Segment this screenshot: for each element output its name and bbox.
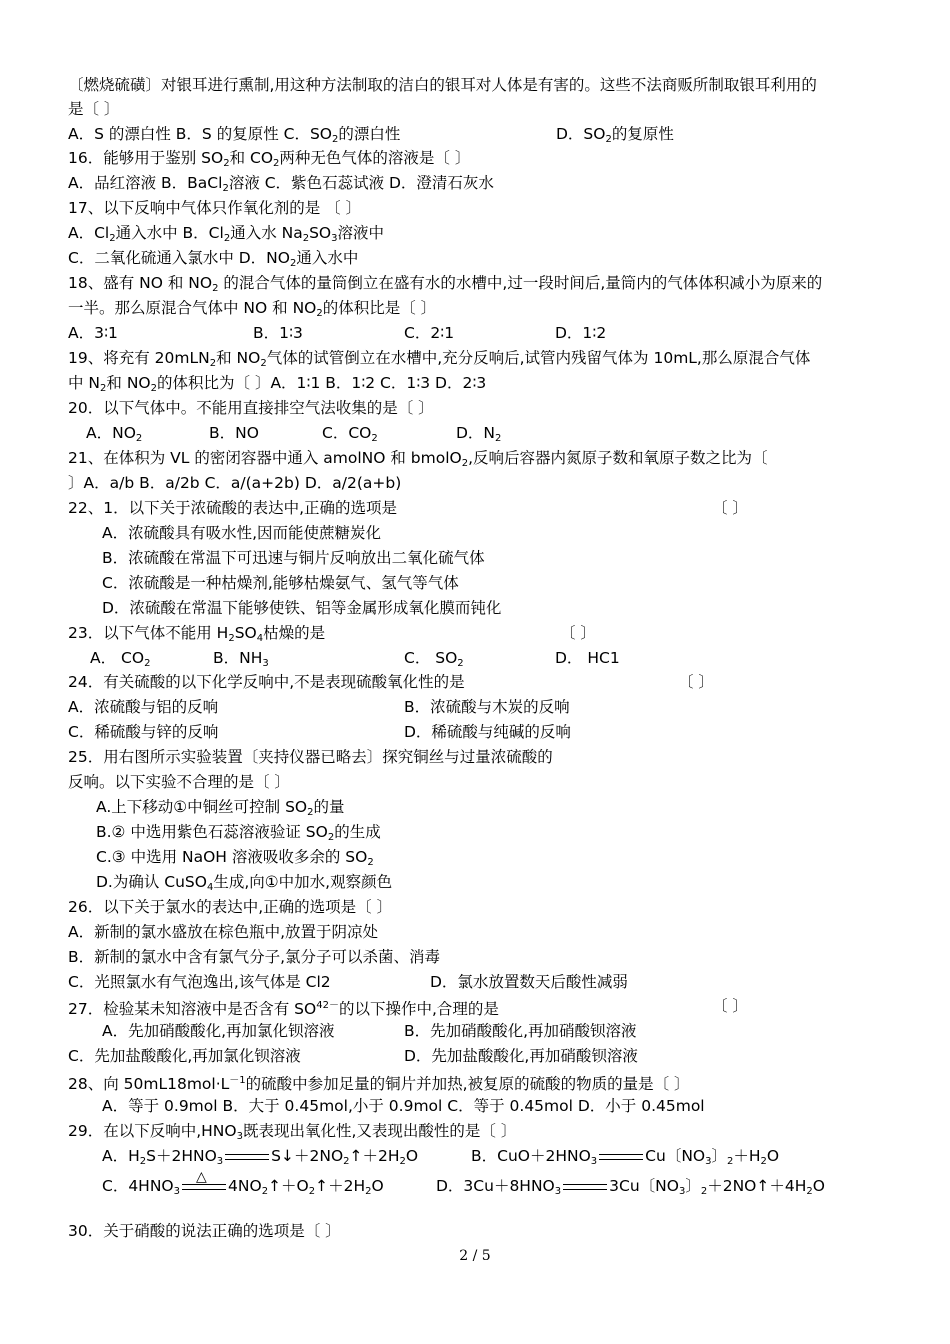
q23-option-d: D． HC1 bbox=[555, 649, 620, 667]
q23-option-a: A． $CO_2$ bbox=[90, 649, 151, 669]
q23-option-b: B．$NH_3$ bbox=[213, 649, 269, 669]
question-21: 21、在体积为 VL 的密闭容器中通入 amolNO 和 bmolO$_2$,反响后容器内氮原子数和氧原子数之比为〔 bbox=[68, 449, 768, 469]
heat-symbol: △ bbox=[196, 1168, 207, 1185]
question-25: 25．用右图所示实验装置〔夹持仪器已略去〕探究铜丝与过量浓硫酸的 bbox=[68, 748, 553, 766]
q22-option-c: C．浓硫酸是一种枯燥剂,能够枯燥氨气、氢气等气体 bbox=[102, 574, 459, 592]
q17-options-cd: C．二氧化硫通入氯水中 D．$NO_2$通入水中 bbox=[68, 249, 359, 269]
q26-option-d: D．氯水放置数天后酸性减弱 bbox=[430, 973, 628, 991]
q22-option-d: D．浓硫酸在常温下能够使铁、铝等金属形成氧化膜而钝化 bbox=[102, 599, 502, 617]
question-23: 23．以下气体不能用 $H_2SO_4$枯燥的是 bbox=[68, 624, 326, 644]
q22-answer-bracket: 〔 〕 bbox=[712, 499, 748, 517]
q25-option-c: C.③ 中选用 NaOH 溶液吸收多余的 $SO_2$ bbox=[96, 848, 374, 868]
q15-option-d: D．$SO_2$的复原性 bbox=[556, 125, 674, 145]
q20-option-d: D．$N_2$ bbox=[456, 424, 502, 444]
q22-option-a: A．浓硫酸具有吸水性,因而能使蔗糖炭化 bbox=[102, 524, 382, 542]
question-30: 30．关于硝酸的说法正确的选项是〔 〕 bbox=[68, 1222, 341, 1240]
q27-answer-bracket: 〔 〕 bbox=[712, 997, 748, 1015]
q25-option-d: D.为确认 CuSO$_4$生成,向①中加水,观察颜色 bbox=[96, 873, 393, 893]
q18-option-a: A．3∶1 bbox=[68, 324, 118, 342]
page-number: 2 / 5 bbox=[459, 1248, 491, 1264]
q26-option-a: A．新制的氯水盛放在棕色瓶中,放置于阴凉处 bbox=[68, 923, 379, 941]
q25-option-b: B.② 中选用紫色石蕊溶液验证 $SO_2$的生成 bbox=[96, 823, 381, 843]
q28-options: A．等于 0.9mol B．大于 0.45mol,小于 0.9mol C．等于 0.45mol D．小于 0.45mol bbox=[102, 1097, 705, 1115]
equals-sign bbox=[563, 1180, 607, 1194]
q29-option-c: C．$4HNO_3$ △ $4NO_2↑+O_2↑+2H_2O$ bbox=[102, 1175, 384, 1203]
q25-option-a: A.上下移动①中铜丝可控制 $SO_2$的量 bbox=[96, 798, 345, 818]
question-20: 20．以下气体中。不能用直接排空气法收集的是〔 〕 bbox=[68, 399, 434, 417]
question-27: 27．检验某未知溶液中是否含有 $SO^{42-}$的以下操作中,合理的是 bbox=[68, 1000, 499, 1018]
q21-options: 〕A．a/b B．a/2b C．a/(a+2b) D．a/2(a+b) bbox=[68, 474, 402, 492]
q24-option-a: A．浓硫酸与铝的反响 bbox=[68, 698, 219, 716]
question-16: 16．能够用于鉴别 $SO_2$和 $CO_2$两种无色气体的溶液是〔 〕 bbox=[68, 149, 471, 169]
q26-option-b: B．新制的氯水中含有氯气分子,氯分子可以杀菌、消毒 bbox=[68, 948, 441, 966]
intro-line-2: 是〔 〕 bbox=[68, 100, 120, 118]
q23-answer-bracket: 〔 〕 bbox=[560, 624, 596, 642]
question-19: 19、将充有 20mLN$_2$和 $NO_2$气体的试管倒立在水槽中,充分反响后,试管内残留气体为 10mL,那么原混合气体 bbox=[68, 349, 811, 369]
q18-option-d: D．1∶2 bbox=[555, 324, 607, 342]
question-17: 17、以下反响中气体只作氧化剂的是 〔 〕 bbox=[68, 199, 362, 217]
q29-option-d: D．$3Cu+8HNO_3$ 3Cu〔$NO_3$〕$_2+2NO↑+4H_2O$ bbox=[436, 1177, 825, 1197]
q29-option-b: B．$CuO+2HNO_3$ Cu〔$NO_3$〕$_2+H_2O$ bbox=[471, 1147, 780, 1167]
q24-option-d: D．稀硫酸与纯碱的反响 bbox=[404, 723, 571, 741]
question-18-cont: 一半。那么原混合气体中 NO 和 $NO_2$的体积比是〔 〕 bbox=[68, 299, 437, 319]
q24-option-b: B．浓硫酸与木炭的反响 bbox=[404, 698, 570, 716]
question-26: 26．以下关于氯水的表达中,正确的选项是〔 〕 bbox=[68, 898, 393, 916]
q23-option-c: C． $SO_2$ bbox=[404, 649, 464, 669]
q20-option-b: B．NO bbox=[209, 424, 259, 442]
q26-option-c: C．光照氯水有气泡逸出,该气体是 Cl2 bbox=[68, 973, 331, 991]
question-24: 24．有关硫酸的以下化学反响中,不是表现硫酸氧化性的是 bbox=[68, 673, 465, 691]
q27-option-a: A．先加硝酸酸化,再加氯化钡溶液 bbox=[102, 1022, 335, 1040]
q27-option-c: C．先加盐酸酸化,再加氯化钡溶液 bbox=[68, 1047, 301, 1065]
q18-option-b: B．1∶3 bbox=[253, 324, 303, 342]
q24-answer-bracket: 〔 〕 bbox=[678, 673, 714, 691]
q27-option-d: D．先加盐酸酸化,再加硝酸钡溶液 bbox=[404, 1047, 638, 1065]
q27-option-b: B．先加硝酸酸化,再加硝酸钡溶液 bbox=[404, 1022, 637, 1040]
question-19-cont: 中 $N_2$和 $NO_2$的体积比为〔 〕A．1∶1 B．1∶2 C．1∶3 D．2∶3 bbox=[68, 374, 487, 394]
q16-options: A．品红溶液 B．BaCl$_2$溶液 C．紫色石蕊试液 D．澄清石灰水 bbox=[68, 174, 494, 194]
q20-option-a: A．$NO_2$ bbox=[86, 424, 143, 444]
intro-line-1: 〔燃烧硫磺〕对银耳进行熏制,用这种方法制取的洁白的银耳对人体是有害的。这些不法商贩所制取银耳利用的 bbox=[68, 76, 817, 94]
question-28: 28、向 $50mL18mol\cdot L^{-1}$的硫酸中参加足量的铜片并加热,被复原的硫酸的物质的量是〔 〕 bbox=[68, 1075, 690, 1093]
equals-sign bbox=[225, 1150, 269, 1164]
q15-options: A．S 的漂白性 B．S 的复原性 C．$SO_2$的漂白性 bbox=[68, 125, 401, 145]
equals-sign bbox=[599, 1150, 643, 1164]
q20-option-c: C．$CO_2$ bbox=[322, 424, 378, 444]
q29-option-a: A．$H_2S+2HNO_3$ $S↓+2NO_2↑+2H_2O$ bbox=[102, 1147, 419, 1167]
question-29: 29．在以下反响中$,HNO_3$既表现出氧化性,又表现出酸性的是〔 〕 bbox=[68, 1122, 517, 1142]
question-25-cont: 反响。以下实验不合理的是〔 〕 bbox=[68, 773, 290, 791]
question-22: 22、1．以下关于浓硫酸的表达中,正确的选项是 bbox=[68, 499, 398, 517]
q18-option-c: C．2∶1 bbox=[404, 324, 455, 342]
q17-options-ab: A．$Cl_2$通入水中 B．$Cl_2$通入水 $Na_2SO_3$溶液中 bbox=[68, 224, 385, 244]
heat-equals-sign bbox=[182, 1168, 226, 1194]
question-18: 18、盛有 NO 和 $NO_2$ 的混合气体的量筒倒立在盛有水的水槽中,过一段时间后,量筒内的气体体积减小为原来的 bbox=[68, 274, 823, 294]
q22-option-b: B．浓硫酸在常温下可迅速与铜片反响放出二氧化硫气体 bbox=[102, 549, 485, 567]
q24-option-c: C．稀硫酸与锌的反响 bbox=[68, 723, 219, 741]
